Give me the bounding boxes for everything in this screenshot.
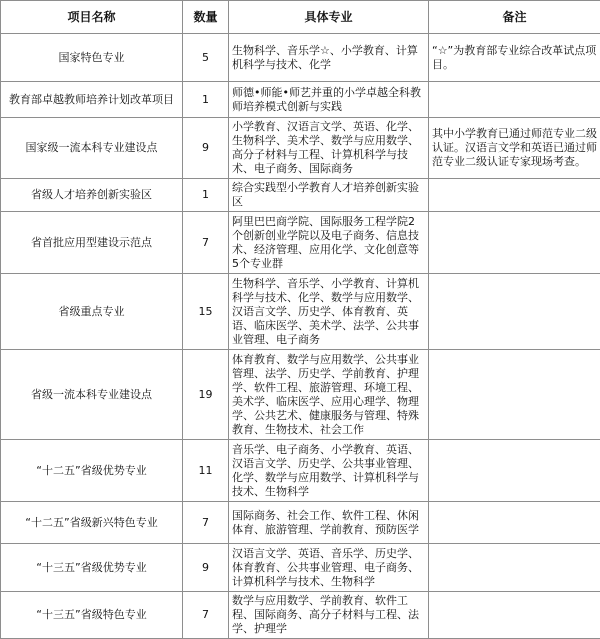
count-cell: 11 bbox=[183, 440, 229, 502]
count-cell: 19 bbox=[183, 350, 229, 440]
project-name-cell: “十三五”省级特色专业 bbox=[1, 592, 183, 639]
project-name-cell: “十三五”省级优势专业 bbox=[1, 544, 183, 592]
table-row bbox=[1, 179, 600, 212]
count-cell: 1 bbox=[183, 179, 229, 212]
header-note: 备注 bbox=[429, 1, 600, 34]
majors-cell: 体育教育、数学与应用数学、公共事业管理、法学、历史学、学前教育、护理学、软件工程、旅游管理、环境工程、美术学、临床医学、应用心理学、物理学、公共艺术、健康服务与管理、特殊教育、生物技术、社会工作 bbox=[229, 350, 429, 440]
count-cell: 7 bbox=[183, 592, 229, 639]
note-cell bbox=[429, 274, 600, 350]
majors-cell: 音乐学、电子商务、小学教育、英语、汉语言文学、历史学、公共事业管理、化学、数学与应用数学、计算机科学与技术、生物科学 bbox=[229, 440, 429, 502]
count-cell: 7 bbox=[183, 502, 229, 544]
project-name-cell: 国家特色专业 bbox=[1, 34, 183, 82]
project-name-cell: 省首批应用型建设示范点 bbox=[1, 212, 183, 274]
project-name-cell: “十二五”省级新兴特色专业 bbox=[1, 502, 183, 544]
majors-cell: 阿里巴巴商学院、国际服务工程学院2个创新创业学院以及电子商务、信息技术、经济管理、应用化学、文化创意等5个专业群 bbox=[229, 212, 429, 274]
table-row bbox=[1, 440, 600, 502]
count-cell: 9 bbox=[183, 118, 229, 179]
table-row bbox=[1, 544, 600, 592]
project-name-cell: “十二五”省级优势专业 bbox=[1, 440, 183, 502]
note-cell bbox=[429, 440, 600, 502]
count-cell: 7 bbox=[183, 212, 229, 274]
header-project-name: 项目名称 bbox=[1, 1, 183, 34]
majors-cell: 生物科学、音乐学☆、小学教育、计算机科学与技术、化学 bbox=[229, 34, 429, 82]
table-row bbox=[1, 350, 600, 440]
majors-cell: 生物科学、音乐学、小学教育、计算机科学与技术、化学、数学与应用数学、汉语言文学、历史学、体育教育、英语、临床医学、美术学、法学、公共事业管理、电子商务 bbox=[229, 274, 429, 350]
table-row bbox=[1, 274, 600, 350]
majors-cell: 国际商务、社会工作、软件工程、休闲体育、旅游管理、学前教育、预防医学 bbox=[229, 502, 429, 544]
table-row bbox=[1, 118, 600, 179]
project-name-cell: 教育部卓越教师培养计划改革项目 bbox=[1, 82, 183, 118]
note-cell bbox=[429, 592, 600, 639]
note-cell bbox=[429, 82, 600, 118]
table-row bbox=[1, 592, 600, 639]
count-cell: 1 bbox=[183, 82, 229, 118]
note-cell bbox=[429, 502, 600, 544]
table-body bbox=[1, 34, 600, 639]
project-name-cell: 省级重点专业 bbox=[1, 274, 183, 350]
note-cell: 其中小学教育已通过师范专业二级认证。汉语言文学和英语已通过师范专业二级认证专家现场考查。 bbox=[429, 118, 600, 179]
table-row bbox=[1, 34, 600, 82]
count-cell: 5 bbox=[183, 34, 229, 82]
majors-cell: 数学与应用数学、学前教育、软件工程、国际商务、高分子材料与工程、法学、护理学 bbox=[229, 592, 429, 639]
header-count: 数量 bbox=[183, 1, 229, 34]
note-cell: “☆”为教育部专业综合改革试点项目。 bbox=[429, 34, 600, 82]
table-row bbox=[1, 82, 600, 118]
table-row bbox=[1, 212, 600, 274]
majors-cell: 综合实践型小学教育人才培养创新实验区 bbox=[229, 179, 429, 212]
table-header bbox=[1, 1, 600, 34]
header-majors: 具体专业 bbox=[229, 1, 429, 34]
majors-cell: 汉语言文学、英语、音乐学、历史学、体育教育、公共事业管理、电子商务、计算机科学与技术、生物科学 bbox=[229, 544, 429, 592]
majors-cell: 小学教育、汉语言文学、英语、化学、生物科学、美术学、数学与应用数学、高分子材料与工程、计算机科学与技术、电子商务、国际商务 bbox=[229, 118, 429, 179]
note-cell bbox=[429, 179, 600, 212]
count-cell: 15 bbox=[183, 274, 229, 350]
project-name-cell: 国家级一流本科专业建设点 bbox=[1, 118, 183, 179]
count-cell: 9 bbox=[183, 544, 229, 592]
project-name-cell: 省级一流本科专业建设点 bbox=[1, 350, 183, 440]
majors-cell: 师德•师能•师艺并重的小学卓越全科教师培养模式创新与实践 bbox=[229, 82, 429, 118]
header-row bbox=[1, 1, 600, 34]
table-row bbox=[1, 502, 600, 544]
note-cell bbox=[429, 350, 600, 440]
note-cell bbox=[429, 544, 600, 592]
note-cell bbox=[429, 212, 600, 274]
project-name-cell: 省级人才培养创新实验区 bbox=[1, 179, 183, 212]
